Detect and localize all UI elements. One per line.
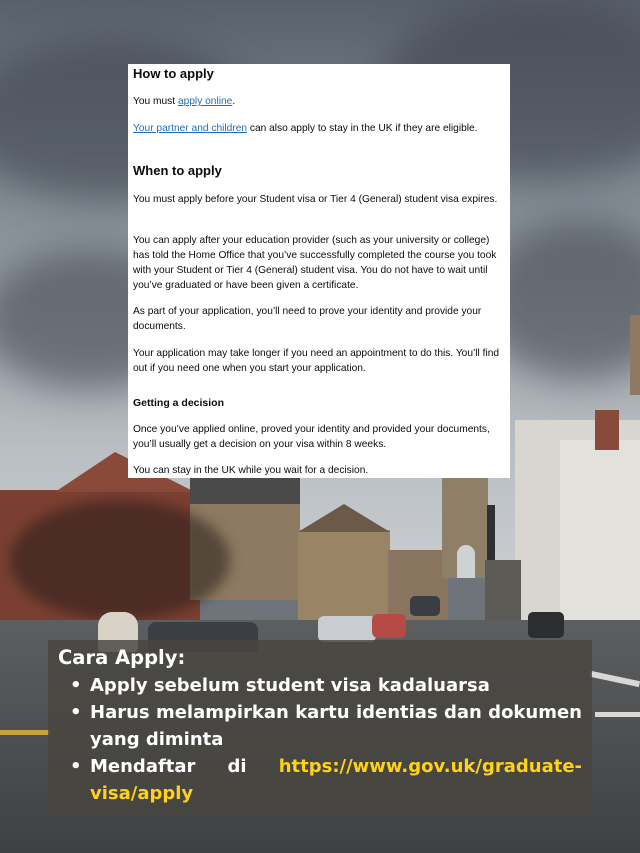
car: [528, 612, 564, 638]
tree: [10, 500, 230, 620]
how-to-apply-heading: How to apply: [133, 66, 214, 81]
getting-decision-heading: Getting a decision: [133, 397, 225, 409]
car: [410, 596, 440, 616]
list-item: • Apply sebelum student visa kadaluarsa: [70, 672, 582, 699]
paragraph: You can stay in the UK while you wait for a decision.: [133, 465, 369, 476]
roof: [190, 478, 300, 504]
apply-online-link[interactable]: apply online: [177, 96, 233, 107]
roof: [298, 504, 390, 532]
gov-uk-document: [128, 64, 510, 478]
partner-line: Your partner and children can also apply to stay in the UK if they are eligible.: [133, 123, 478, 134]
graduate-visa-link[interactable]: https://www.gov.uk/graduate-visa/apply: [90, 756, 582, 804]
caption-list: [70, 672, 582, 807]
paragraph: As part of your application, you’ll need to prove your identity and provide your documents.: [133, 306, 482, 332]
must-apply-line: You must apply online.: [133, 96, 236, 107]
gate-arch: [457, 545, 475, 578]
caption-title: Cara Apply:: [58, 646, 186, 669]
paragraph: You can apply after your education provider (such as your university or college) has told the Home Office that you’ve successfully completed the course you took with your Student or Tier 4 (General) student visa. You do not have to wait until you’ve graduated or have been given a certificate.: [133, 235, 497, 291]
partner-children-link[interactable]: Your partner and children: [133, 123, 248, 134]
caption-box: [48, 640, 592, 816]
paragraph: Your application may take longer if you need an appointment to do this. You’ll find out if you need one when you start your application.: [133, 348, 500, 374]
building-edge: [630, 315, 640, 395]
list-item: • Mendaftar di https://www.gov.uk/graduate-visa/apply: [70, 753, 582, 807]
paragraph: You must apply before your Student visa or Tier 4 (General) student visa expires.: [133, 194, 498, 205]
car: [372, 614, 406, 638]
terrace-right: [560, 440, 640, 640]
when-to-apply-heading: When to apply: [133, 163, 222, 178]
chimney: [595, 410, 619, 450]
road-marking: [595, 712, 640, 717]
road-marking: [0, 730, 50, 735]
car: [318, 616, 376, 642]
house-center: [298, 530, 390, 620]
paragraph: Once you’ve applied online, proved your identity and provided your documents, you’ll usually get a decision on your visa within 8 weeks.: [133, 424, 490, 450]
list-item: • Harus melampirkan kartu identias dan dokumen yang diminta: [70, 699, 582, 753]
